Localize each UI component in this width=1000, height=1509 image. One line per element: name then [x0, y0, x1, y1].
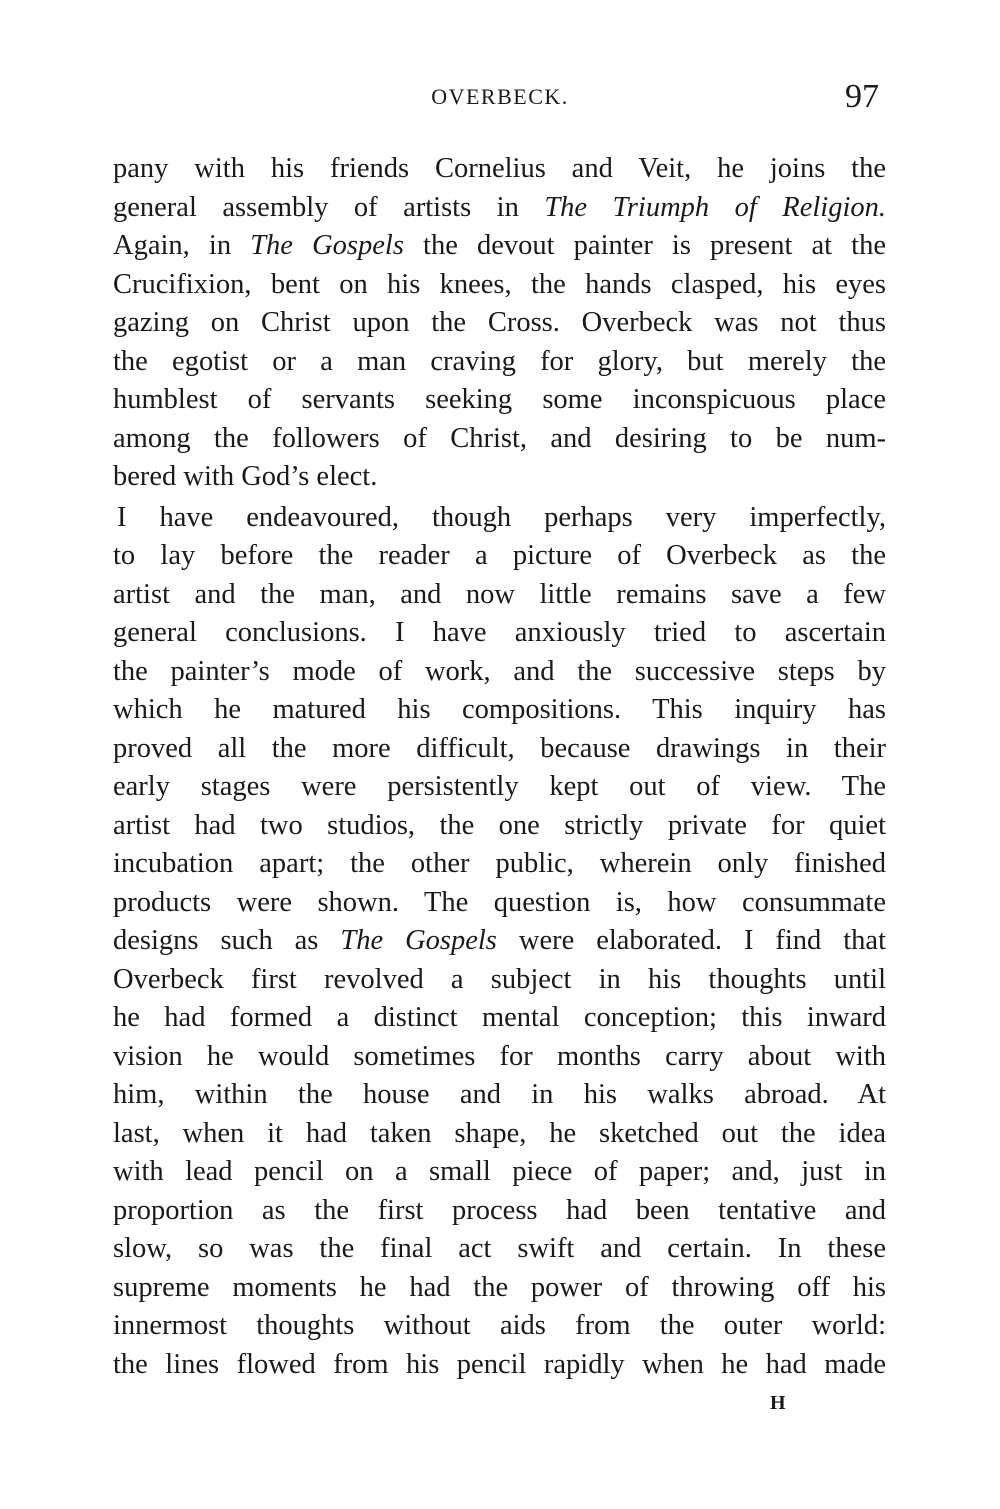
- text-span: I have endeavoured, though perhaps very imperfectly,: [117, 501, 886, 533]
- text-line: [113, 1153, 886, 1192]
- text-span: the lines flowed from his pencil rapidly when he had made: [113, 1348, 886, 1380]
- text-span: proportion as the first process had been tentative and: [113, 1194, 886, 1226]
- text-span: the egotist or a man craving for glory, but merely the: [113, 345, 886, 377]
- page-number: 97: [845, 78, 879, 115]
- text-line: [113, 691, 886, 730]
- text-span: Overbeck first revolved a subject in his thoughts until: [113, 963, 886, 995]
- text-line: [113, 807, 886, 846]
- text-span: Again, in: [113, 230, 251, 261]
- text-span: Crucifixion, bent on his knees, the hands clasped, his eyes: [113, 268, 886, 300]
- text-span: artist had two studios, the one strictly private for quiet: [113, 809, 886, 841]
- text-line: [113, 189, 886, 228]
- italic-title: The Gospels: [250, 230, 404, 261]
- text-span: gazing on Christ upon the Cross. Overbeck was not thus: [113, 307, 886, 338]
- italic-title: The Gospels: [340, 925, 497, 956]
- text-span: with lead pencil on a small piece of paper; and, just in: [113, 1156, 886, 1187]
- text-span: early stages were persistently kept out of view. The: [113, 771, 886, 802]
- text-span: last, when it had taken shape, he sketched out the idea: [113, 1117, 886, 1149]
- text-span: the painter’s mode of work, and the successive steps by: [113, 655, 886, 687]
- text-line: [113, 420, 886, 459]
- text-line: [113, 1307, 886, 1346]
- text-line: [113, 1038, 886, 1077]
- text-line: [113, 266, 886, 305]
- text-line: [113, 227, 886, 266]
- text-span: were elaborated. I find that: [496, 925, 886, 956]
- italic-title: The Triumph of Religion.: [544, 191, 886, 223]
- text-line: [113, 576, 886, 615]
- text-line: [113, 730, 886, 769]
- running-head: OVERBECK.: [431, 84, 569, 109]
- text-line: [113, 922, 886, 961]
- text-line: [113, 961, 886, 1000]
- text-span: to lay before the reader a picture of Overbeck as the: [113, 540, 886, 571]
- text-span: products were shown. The question is, how consummate: [113, 886, 886, 918]
- text-span: slow, so was the final act swift and certain. In these: [113, 1233, 886, 1264]
- text-line: [113, 1346, 886, 1385]
- text-line: [113, 845, 886, 884]
- text-line: [113, 537, 886, 576]
- text-line: [113, 1115, 886, 1154]
- text-span: general conclusions. I have anxiously tried to ascertain: [113, 617, 886, 648]
- text-span: among the followers of Christ, and desiring to be num-: [113, 422, 886, 454]
- text-span: supreme moments he had the power of throwing off his: [113, 1271, 886, 1303]
- text-span: the devout painter is present at the: [403, 230, 886, 261]
- text-span: which he matured his compositions. This inquiry has: [113, 694, 886, 725]
- text-span: designs such as: [113, 925, 341, 956]
- text-span: artist and the man, and now little remains save a few: [113, 578, 886, 610]
- text-line: [113, 458, 886, 497]
- text-line: [113, 304, 886, 343]
- text-span: vision he would sometimes for months carry about with: [113, 1040, 886, 1072]
- text-line: [113, 343, 886, 382]
- text-line: [113, 614, 886, 653]
- signature-mark: H: [770, 1392, 786, 1414]
- text-span: innermost thoughts without aids from the outer world:: [113, 1310, 886, 1341]
- text-line: [113, 768, 886, 807]
- text-line: [113, 1230, 886, 1269]
- text-span: he had formed a distinct mental conception; this inward: [113, 1002, 886, 1033]
- text-span: general assembly of artists in: [113, 191, 545, 223]
- text-span: proved all the more difficult, because drawings in their: [113, 732, 886, 764]
- text-line: [113, 499, 886, 538]
- text-line: [113, 1192, 886, 1231]
- text-span: incubation apart; the other public, wherein only finished: [113, 848, 886, 879]
- body-text: [113, 150, 886, 1384]
- text-line: [113, 1076, 886, 1115]
- text-line: [113, 150, 886, 189]
- text-line: [113, 884, 886, 923]
- text-span: pany with his friends Cornelius and Veit, he joins the: [113, 153, 886, 184]
- text-line: [113, 999, 886, 1038]
- text-span: him, within the house and in his walks abroad. At: [113, 1079, 886, 1110]
- text-span: bered with God’s elect.: [113, 461, 378, 492]
- text-line: [113, 653, 886, 692]
- text-span: humblest of servants seeking some inconspicuous place: [113, 384, 886, 415]
- text-line: [113, 381, 886, 420]
- text-line: [113, 1269, 886, 1308]
